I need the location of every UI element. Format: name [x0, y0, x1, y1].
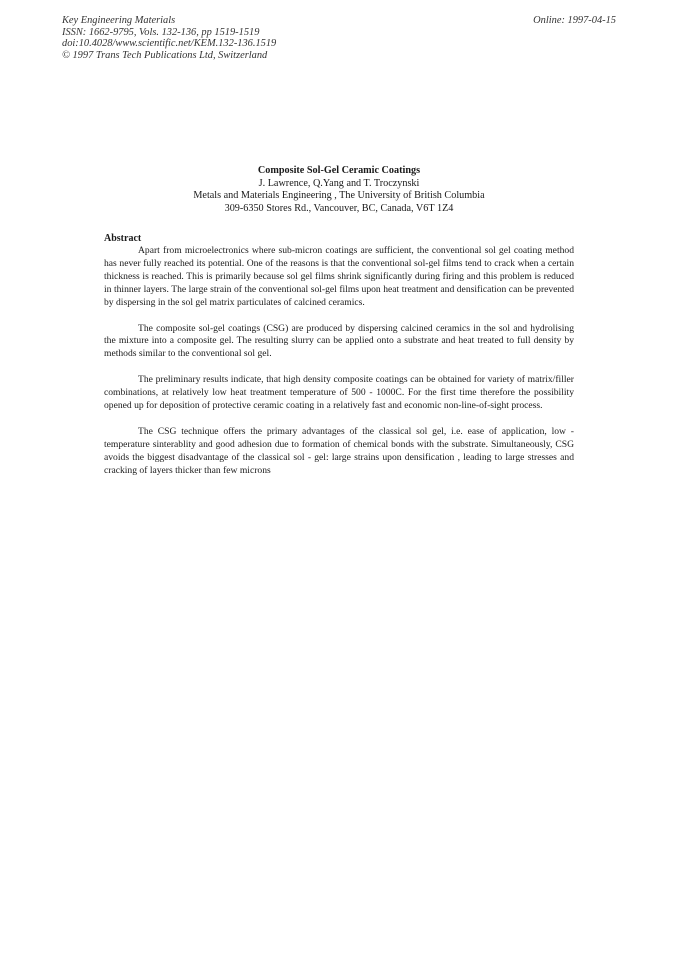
paper-affiliation: Metals and Materials Engineering , The University of British Columbia [193, 190, 485, 202]
journal-name: Key Engineering Materials [62, 15, 176, 26]
issn-line: ISSN: 1662-9795, Vols. 132-136, pp 1519-1519 [62, 26, 260, 38]
abstract-paragraph-1: Apart from microelectronics where sub-micron coatings are sufficient, the conventional sol gel coating method has never fully reached its potential. One of the reasons is that the conventional sol-gel films tend to crack when a certain thickness is reached. This is primarily because sol gel films shrink significantly during firing and this problem is reduced in thinner layers. The large strain of the conventional sol-gel films upon heat treatment and densification can be prevented by dispersing in the sol gel matrix particulates of calcined ceramics. [104, 245, 574, 308]
paper-title: Composite Sol-Gel Ceramic Coatings [257, 165, 421, 176]
abstract-paragraph-3: The preliminary results indicate, that high density composite coatings can be obtained for variety of matrix/filler combinations, at relatively low heat treatment temperature of 500 - 1000C. For the first time therefore the possibility opened up for deposition of protective ceramic coating in a relatively fast and economic non-line-of-sight process. [104, 374, 574, 412]
online-date: Online: 1997-04-15 [533, 15, 616, 26]
publication-header [62, 15, 276, 61]
copyright-line: © 1997 Trans Tech Publications Ltd, Switzerland [62, 49, 268, 61]
paper-address: 309-6350 Stores Rd., Vancouver, BC, Canada, V6T 1Z4 [224, 202, 454, 214]
abstract-section [104, 233, 574, 478]
abstract-paragraph-2: The composite sol-gel coatings (CSG) are produced by dispersing calcined ceramics in the sol and hydrolising the mixture into a composite gel. The resulting slurry can be applied onto a substrate and heat treated to full density by methods similar to the conventional sol gel. [104, 322, 574, 360]
abstract-paragraph-4: The CSG technique offers the primary advantages of the classical sol gel, i.e. ease of application, low - temperature sinterablity and good adhesion due to formation of chemical bonds with the substrate. Simultaneously, CSG avoids the biggest disadvantage of the classical sol - gel: large strains upon densification , leading to large stresses and cracking of layers thicker than few microns [104, 425, 574, 476]
title-block [0, 165, 678, 215]
doi-line: doi:10.4028/www.scientific.net/KEM.132-136.1519 [62, 38, 277, 49]
paper-authors: J. Lawrence, Q.Yang and T. Troczynski [258, 177, 420, 189]
abstract-heading: Abstract [104, 233, 142, 244]
